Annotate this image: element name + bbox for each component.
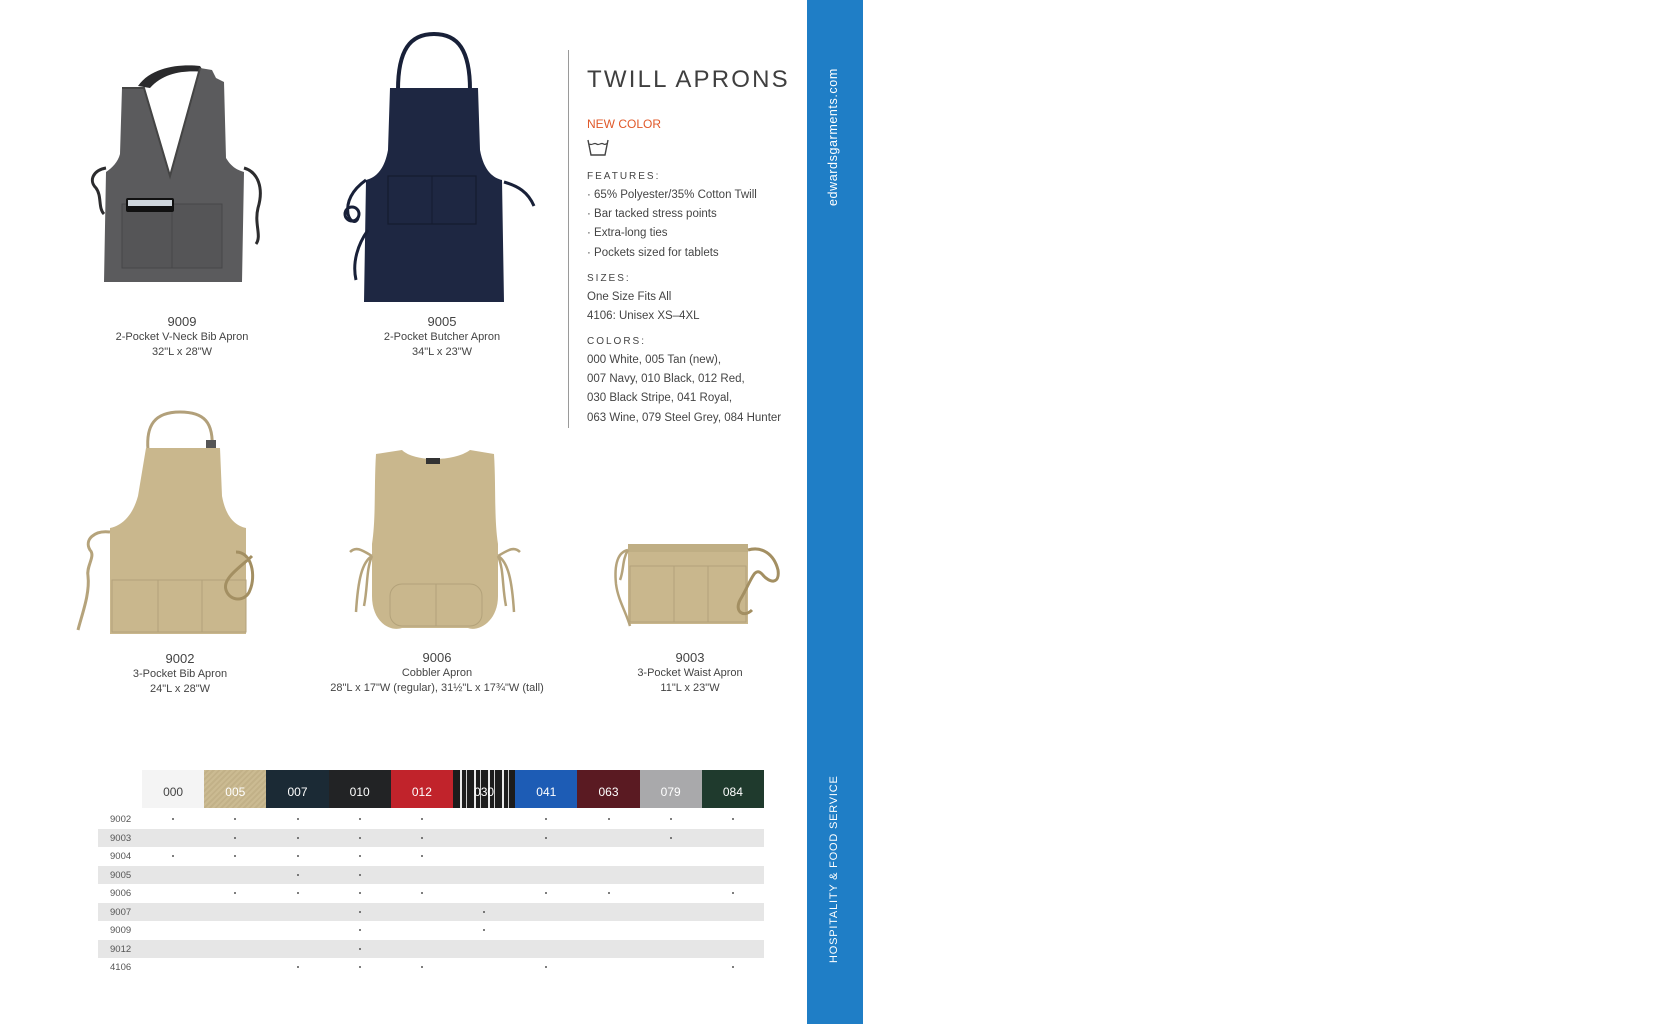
size-item: 4106: Unisex XS–4XL: [587, 310, 700, 323]
availability-dot: [297, 837, 299, 839]
availability-dot: [483, 929, 485, 931]
size-item: One Size Fits All: [587, 291, 672, 303]
product-9002-caption: [80, 651, 280, 697]
color-item: 063 Wine, 079 Steel Grey, 084 Hunter: [587, 411, 782, 424]
website-url[interactable]: edwardsgarments.com: [826, 68, 840, 206]
table-row: [98, 884, 764, 903]
availability-dot: [670, 837, 672, 839]
product-dimensions: 32"L x 28"W: [152, 346, 212, 358]
availability-dot: [483, 911, 485, 913]
column-divider: [568, 50, 569, 428]
product-9009-caption: [82, 314, 282, 360]
new-color-note: NEW COLOR: [587, 117, 662, 131]
feature-item: · Bar tacked stress points: [587, 208, 717, 221]
product-number: 9009: [167, 314, 197, 329]
availability-dot: [234, 855, 236, 857]
product-9005-caption: [342, 314, 542, 360]
availability-dot: [359, 837, 361, 839]
feature-item: · 65% Polyester/35% Cotton Twill: [587, 189, 757, 201]
availability-dot: [172, 855, 174, 857]
product-dimensions: 24"L x 28"W: [150, 683, 210, 695]
availability-dot: [359, 966, 361, 968]
product-number: 9002: [165, 651, 195, 666]
table-row: [98, 810, 764, 829]
availability-dot: [172, 818, 174, 820]
availability-dot: [670, 818, 672, 820]
availability-dot: [234, 892, 236, 894]
swatch-030: 030: [453, 770, 515, 808]
table-row: [98, 903, 764, 922]
availability-dot: [359, 911, 361, 913]
table-row: [98, 866, 764, 885]
product-name: 3-Pocket Waist Apron: [637, 667, 743, 679]
sizes-list: [587, 288, 700, 326]
features-label: FEATURES:: [587, 171, 661, 182]
product-dimensions: 34"L x 23"W: [412, 346, 472, 358]
availability-dot: [421, 818, 423, 820]
swatch-010: 010: [329, 770, 391, 808]
swatch-005: 005: [204, 770, 266, 808]
apron-9005-image: [328, 30, 568, 312]
style-code: 9003: [110, 832, 132, 844]
color-item: 000 White, 005 Tan (new),: [587, 354, 722, 366]
apron-9003-image: [612, 540, 782, 632]
availability-dot: [545, 818, 547, 820]
table-row: [98, 921, 764, 940]
sizes-label: SIZES:: [587, 273, 631, 284]
swatch-084: 084: [702, 770, 764, 808]
product-9003-caption: [590, 650, 790, 696]
product-dimensions: 11"L x 23"W: [660, 682, 720, 694]
features-list: [587, 186, 757, 263]
colors-label: COLORS:: [587, 336, 647, 347]
swatch-041: 041: [515, 770, 577, 808]
product-number: 9005: [427, 314, 457, 329]
product-name: 3-Pocket Bib Apron: [132, 668, 228, 680]
color-item: 007 Navy, 010 Black, 012 Red,: [587, 373, 745, 386]
availability-dot: [359, 855, 361, 857]
style-code: 9006: [110, 888, 132, 899]
color-swatch-row: [142, 770, 764, 808]
wash-care-icon: [587, 138, 609, 158]
swatch-007: 007: [266, 770, 328, 808]
style-code: 9007: [110, 906, 132, 918]
availability-dot: [732, 892, 734, 894]
availability-dot: [421, 892, 423, 894]
availability-dot: [297, 966, 299, 968]
style-code: 4106: [110, 962, 132, 973]
style-code: 9012: [110, 943, 132, 955]
availability-dot: [545, 966, 547, 968]
availability-dot: [359, 818, 361, 820]
availability-dot: [234, 837, 236, 839]
availability-dot: [359, 929, 361, 931]
availability-dot: [297, 855, 299, 857]
section-title: HOSPITALITY & FOOD SERVICE: [828, 775, 840, 963]
availability-dot: [608, 892, 610, 894]
availability-dot: [297, 874, 299, 876]
swatch-079: 079: [640, 770, 702, 808]
style-code: 9004: [110, 851, 132, 862]
feature-item: · Extra-long ties: [587, 227, 668, 240]
feature-item: · Pockets sized for tablets: [587, 246, 719, 259]
style-code: 9005: [110, 869, 132, 881]
style-code: 9009: [110, 925, 132, 936]
style-code: 9002: [110, 814, 132, 825]
table-row: [98, 940, 764, 959]
product-number: 9003: [675, 650, 705, 665]
availability-dot: [297, 818, 299, 820]
product-name: 2-Pocket V-Neck Bib Apron: [115, 331, 249, 343]
availability-dot: [421, 837, 423, 839]
apron-9009-image: [82, 58, 266, 294]
apron-9002-image: [76, 406, 260, 642]
availability-dot: [545, 837, 547, 839]
availability-dot: [359, 892, 361, 894]
availability-dot: [234, 818, 236, 820]
swatch-012: 012: [391, 770, 453, 808]
availability-dot: [732, 966, 734, 968]
page-title: TWILL APRONS: [587, 66, 790, 93]
product-number: 9006: [422, 650, 452, 665]
table-row: [98, 829, 764, 848]
product-name: Cobbler Apron: [401, 667, 473, 679]
swatch-000: 000: [142, 770, 204, 808]
product-name: 2-Pocket Butcher Apron: [383, 331, 501, 343]
product-9006-caption: [312, 650, 562, 696]
availability-dot: [421, 855, 423, 857]
availability-dot: [421, 966, 423, 968]
availability-dot: [359, 948, 361, 950]
availability-dot: [732, 818, 734, 820]
availability-dot: [545, 892, 547, 894]
swatch-063: 063: [577, 770, 639, 808]
availability-dot: [297, 892, 299, 894]
color-item: 030 Black Stripe, 041 Royal,: [587, 392, 733, 405]
table-row: [98, 958, 764, 977]
product-dimensions: 28"L x 17"W (regular), 31½"L x 17¾"W (tall): [330, 682, 544, 694]
availability-dot: [359, 874, 361, 876]
table-row: [98, 847, 764, 866]
availability-dot: [608, 818, 610, 820]
page-number: 10: [1633, 983, 1651, 1000]
apron-9006-image: [350, 446, 524, 638]
colors-list: [587, 351, 781, 428]
